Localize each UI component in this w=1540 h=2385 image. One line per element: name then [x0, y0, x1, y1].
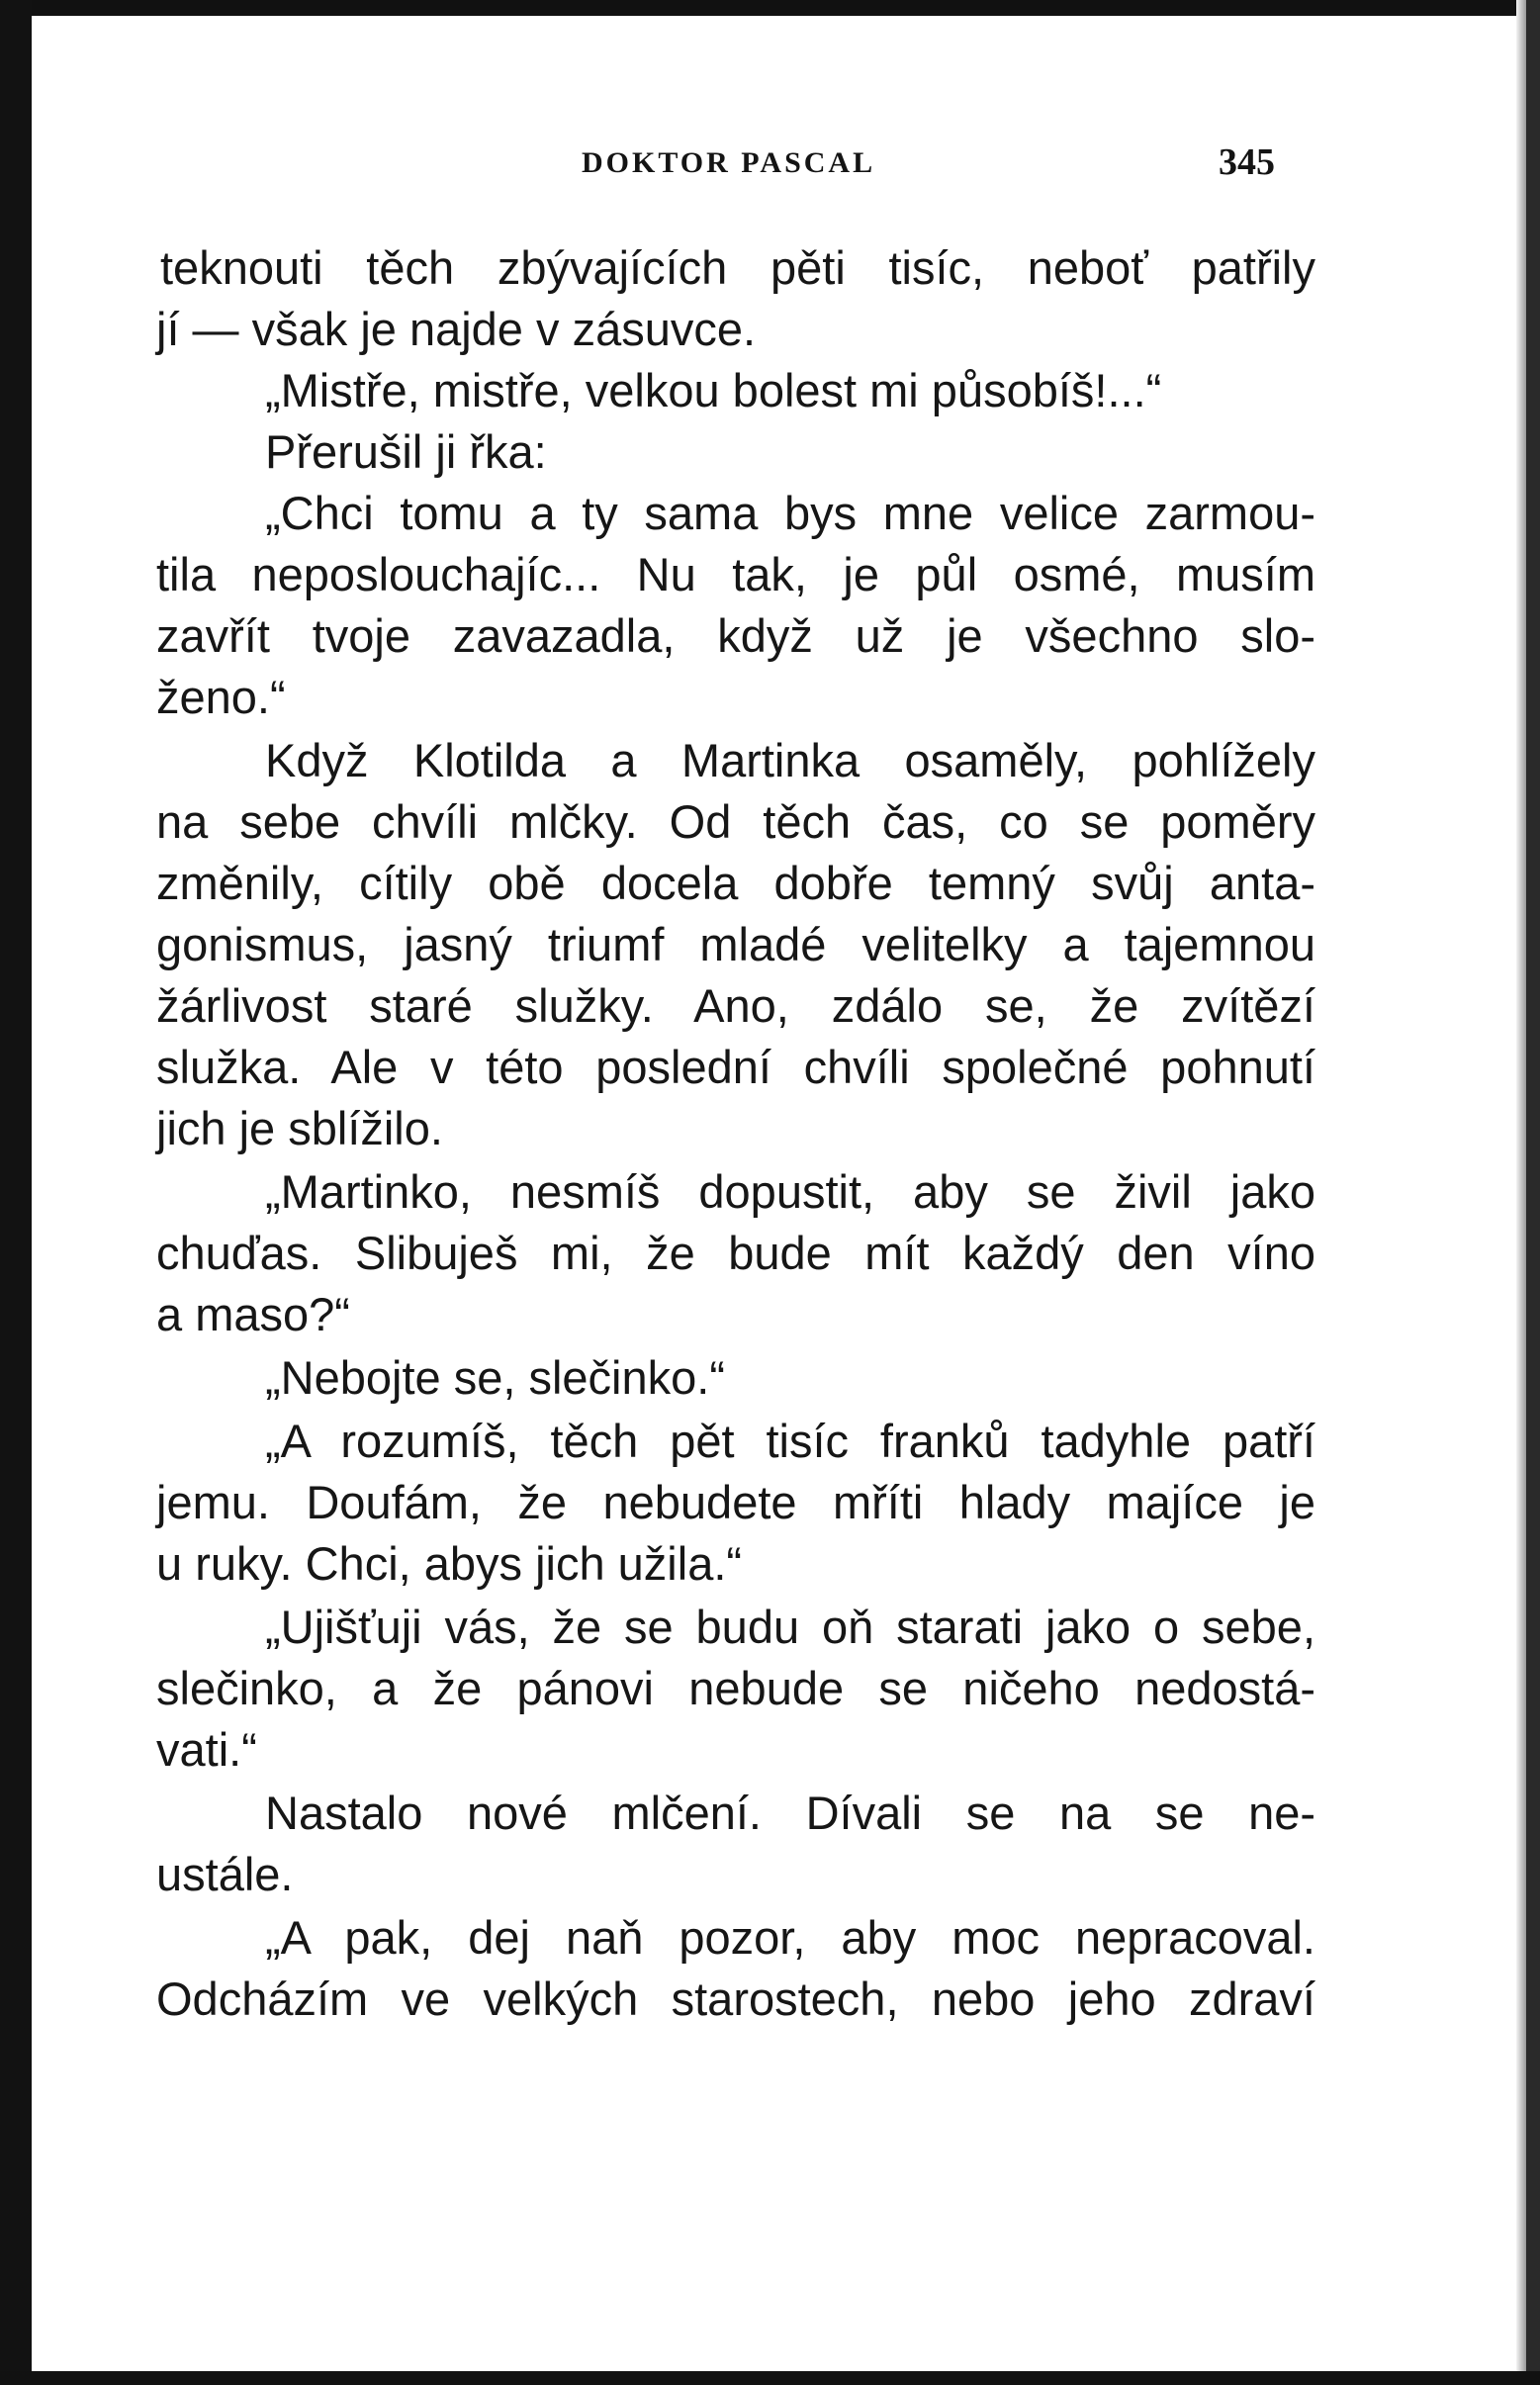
text-line: „Mistře, mistře, velkou bolest mi působíš!...“	[265, 364, 1162, 416]
text-line: vati.“	[156, 1723, 257, 1776]
text-line: slečinko, a že pánovi nebude se ničeho nedostá-	[156, 1662, 1315, 1714]
text-line: „Chci tomu a ty sama bys mne velice zarmou-	[265, 487, 1315, 539]
text-line: chuďas. Slibuješ mi, že bude mít každý den víno	[156, 1227, 1315, 1279]
text-line: u ruky. Chci, abys jich užila.“	[156, 1537, 743, 1590]
text-line: a maso?“	[156, 1288, 350, 1340]
text-line: na sebe chvíli mlčky. Od těch čas, co se poměry	[156, 795, 1315, 848]
text-line: tila neposlouchajíc... Nu tak, je půl osmé, musím	[156, 548, 1315, 600]
text-line: Odcházím ve velkých starostech, nebo jeho zdraví	[156, 1972, 1315, 2025]
body-text	[156, 237, 1315, 2030]
text-line: „Ujišťuji vás, že se budu oň starati jako o sebe,	[265, 1601, 1315, 1653]
text-line: jí — však je najde v zásuvce.	[156, 303, 757, 355]
running-head	[0, 141, 1540, 186]
text-line: jemu. Doufám, že nebudete mříti hlady majíce je	[156, 1476, 1315, 1528]
page-edge-shadow	[1516, 0, 1526, 2385]
running-head-title: DOKTOR PASCAL	[582, 146, 876, 179]
text-line: „Martinko, nesmíš dopustit, aby se živil jako	[265, 1165, 1315, 1218]
text-line: ženo.“	[156, 671, 286, 723]
text-line: žárlivost staré služky. Ano, zdálo se, že zvítězí	[156, 979, 1315, 1032]
scan-border-top	[0, 0, 1540, 16]
text-line: změnily, cítily obě docela dobře temný svůj anta-	[156, 857, 1315, 909]
scan-border-bottom	[0, 2371, 1540, 2385]
text-line: ustále.	[156, 1848, 294, 1900]
text-line: teknouti těch zbývajících pěti tisíc, neboť patřily	[160, 241, 1315, 294]
scan-border-right	[1526, 0, 1540, 2385]
text-line: služka. Ale v této poslední chvíli společné pohnutí	[156, 1041, 1315, 1093]
page-number: 345	[1219, 141, 1275, 183]
text-line: gonismus, jasný triumf mladé velitelky a tajemnou	[156, 918, 1315, 970]
text-line: „Nebojte se, slečinko.“	[265, 1351, 725, 1404]
text-line: zavřít tvoje zavazadla, když už je všechno slo-	[156, 609, 1315, 662]
text-line: Přerušil ji řka:	[265, 425, 547, 478]
text-line: jich je sblížilo.	[156, 1102, 443, 1154]
text-line: Nastalo nové mlčení. Dívali se na se ne-	[265, 1787, 1315, 1839]
scan-border-left	[0, 0, 32, 2385]
text-line: „A rozumíš, těch pět tisíc franků tadyhle patří	[265, 1415, 1315, 1467]
text-line: Když Klotilda a Martinka osaměly, pohlížely	[265, 734, 1315, 786]
text-line: „A pak, dej naň pozor, aby moc nepracoval.	[265, 1911, 1315, 1964]
